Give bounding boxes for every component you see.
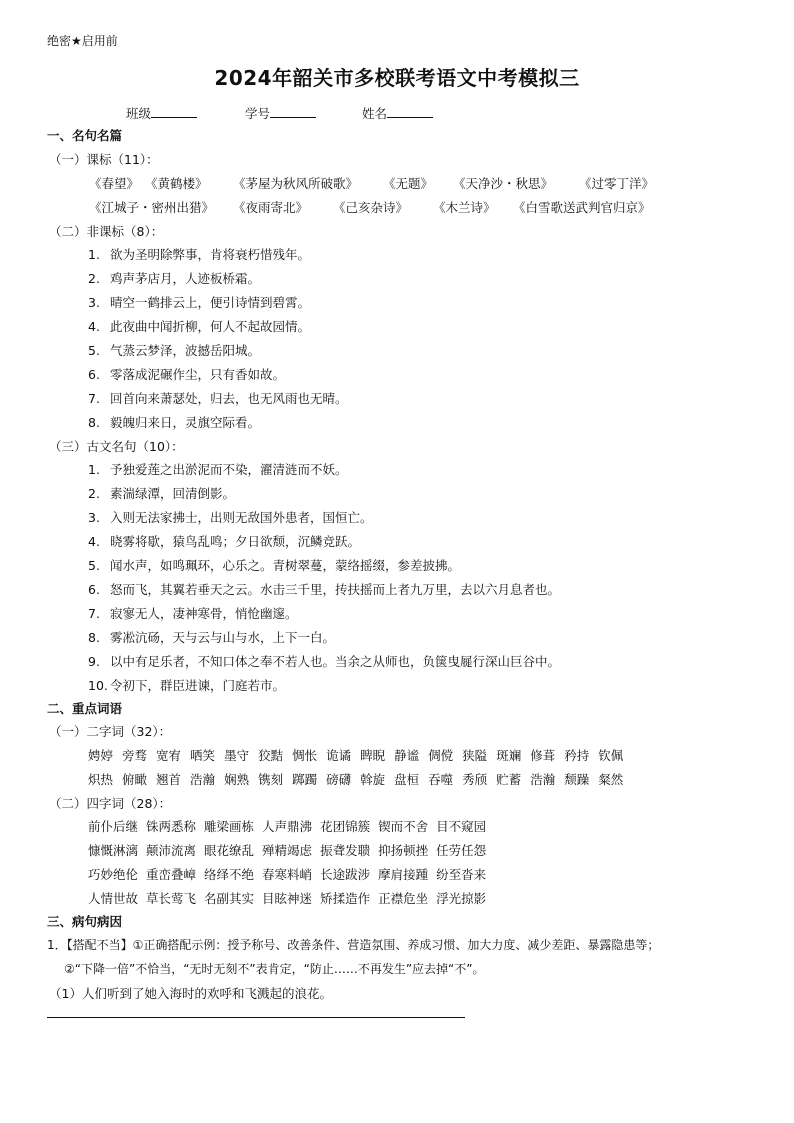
item-number: 6. bbox=[88, 582, 100, 597]
vocab-phrase: 振聋发聩 bbox=[320, 843, 371, 858]
vocab-phrase: 殚精竭虑 bbox=[262, 843, 313, 858]
vocab-phrase: 巧妙绝伦 bbox=[88, 867, 139, 882]
vocab-phrase: 重峦叠嶂 bbox=[146, 867, 197, 882]
words2-row-2 bbox=[88, 770, 632, 788]
sec2-sub2: （二）四字词（28）： bbox=[49, 796, 172, 811]
vocab-phrase: 名副其实 bbox=[204, 891, 255, 906]
item-number: 1. bbox=[88, 462, 100, 477]
vocab-word: 狭隘 bbox=[462, 748, 488, 763]
sec1-sub2: （二）非课标（8）： bbox=[49, 224, 164, 239]
vocab-word: 秀颀 bbox=[462, 772, 488, 787]
vocab-word: 修葺 bbox=[530, 748, 556, 763]
item-text: 令初下，群臣进谏，门庭若市。 bbox=[110, 678, 286, 693]
vocab-phrase: 前仆后继 bbox=[88, 819, 139, 834]
poem-title: 《黄鹤楼》 bbox=[145, 176, 208, 191]
vocab-word: 娉婷 bbox=[88, 748, 114, 763]
vocab-word: 倜傥 bbox=[428, 748, 454, 763]
rule-line-1: 1．【搭配不当】①正确搭配示例：授予称号、改善条件、营造氛围、养成习惯、加大力度、减少差距、暴露隐患等； bbox=[47, 938, 660, 952]
vocab-phrase: 雕梁画栋 bbox=[204, 819, 255, 834]
words2-row-1 bbox=[88, 746, 632, 764]
vocab-word: 俯瞰 bbox=[122, 772, 148, 787]
vocab-phrase: 浮光掠影 bbox=[436, 891, 487, 906]
sec1-sub3: （三）古文名句（10）： bbox=[49, 439, 184, 454]
item-text: 欲为圣明除弊事，肯将衰朽惜残年。 bbox=[110, 247, 311, 262]
list-item bbox=[88, 293, 310, 311]
vocab-word: 盘桓 bbox=[394, 772, 420, 787]
vocab-phrase: 任劳任怨 bbox=[436, 843, 487, 858]
item-text: 气蒸云梦泽，波撼岳阳城。 bbox=[110, 343, 261, 358]
sec2-sub1: （一）二字词（32）： bbox=[49, 724, 172, 739]
vocab-word: 浩瀚 bbox=[530, 772, 556, 787]
secret-label: 绝密★启用前 bbox=[47, 34, 118, 48]
vocab-phrase: 花团锦簇 bbox=[320, 819, 371, 834]
vocab-word: 钦佩 bbox=[598, 748, 624, 763]
name-field bbox=[362, 104, 433, 122]
vocab-phrase: 春寒料峭 bbox=[262, 867, 313, 882]
vocab-word: 娴熟 bbox=[224, 772, 250, 787]
list-item bbox=[88, 245, 310, 263]
item-number: 5. bbox=[88, 343, 100, 358]
poem-title: 《过零丁洋》 bbox=[579, 176, 655, 191]
vocab-phrase: 人声鼎沸 bbox=[262, 819, 313, 834]
id-field bbox=[245, 104, 316, 122]
vocab-phrase: 人情世故 bbox=[88, 891, 139, 906]
vocab-word: 宽宥 bbox=[156, 748, 182, 763]
item-text: 闻水声，如鸣珮环，心乐之。青树翠蔓，蒙络摇缀，参差披拂。 bbox=[110, 558, 461, 573]
item-text: 雾凇沆砀，天与云与山与水，上下一白。 bbox=[110, 630, 336, 645]
vocab-word: 哂笑 bbox=[190, 748, 216, 763]
item-text: 予独爱莲之出淤泥而不染，濯清涟而不妖。 bbox=[110, 462, 348, 477]
vocab-phrase: 络绎不绝 bbox=[204, 867, 255, 882]
list-item bbox=[88, 628, 335, 646]
class-blank bbox=[151, 105, 197, 118]
poem-title: 《春望》 bbox=[89, 176, 140, 191]
answer-line bbox=[47, 1017, 465, 1018]
titles-row-2 bbox=[89, 198, 769, 214]
item-number: 7. bbox=[88, 391, 100, 406]
item-text: 怒而飞，其翼若垂天之云。水击三千里，抟扶摇而上者九万里，去以六月息者也。 bbox=[110, 582, 561, 597]
vocab-word: 墨守 bbox=[224, 748, 250, 763]
vocab-word: 粲然 bbox=[598, 772, 624, 787]
poem-title: 《茅屋为秋风所破歌》 bbox=[233, 176, 359, 191]
item-text: 零落成泥碾作尘，只有香如故。 bbox=[110, 367, 286, 382]
sec1-sub1: （一）课标（11）： bbox=[49, 152, 159, 167]
vocab-word: 贮蓄 bbox=[496, 772, 522, 787]
item-text: 毅魄归来日，灵旗空际看。 bbox=[110, 415, 261, 430]
vocab-word: 矜持 bbox=[564, 748, 590, 763]
vocab-word: 旁骛 bbox=[122, 748, 148, 763]
vocab-word: 静谧 bbox=[394, 748, 420, 763]
item-number: 10. bbox=[88, 678, 108, 693]
rule-line-2: ②“下降一倍”不恰当，“无时无刻不”表肯定，“防止……不再发生”应去掉“不”。 bbox=[64, 962, 485, 976]
words4-row-4 bbox=[88, 889, 494, 907]
item-text: 此夜曲中闻折柳，何人不起故园情。 bbox=[110, 319, 311, 334]
vocab-phrase: 慷慨淋漓 bbox=[88, 843, 139, 858]
vocab-phrase: 铢两悉称 bbox=[146, 819, 197, 834]
vocab-phrase: 锲而不舍 bbox=[378, 819, 429, 834]
section3-heading: 三、病句病因 bbox=[47, 914, 123, 929]
list-item bbox=[88, 317, 310, 335]
class-label: 班级 bbox=[126, 106, 152, 121]
vocab-word: 颓躁 bbox=[564, 772, 590, 787]
id-label: 学号 bbox=[245, 106, 271, 121]
list-item bbox=[88, 341, 260, 359]
vocab-phrase: 长途跋涉 bbox=[320, 867, 371, 882]
vocab-word: 炽热 bbox=[88, 772, 114, 787]
poem-title: 《无题》 bbox=[383, 176, 434, 191]
item-number: 5. bbox=[88, 558, 100, 573]
item-text: 鸡声茅店月，人迹板桥霜。 bbox=[110, 271, 261, 286]
vocab-phrase: 草长莺飞 bbox=[146, 891, 197, 906]
item-text: 入则无法家拂士，出则无敌国外患者，国恒亡。 bbox=[110, 510, 373, 525]
item-number: 8. bbox=[88, 415, 100, 430]
vocab-phrase: 目眩神迷 bbox=[262, 891, 313, 906]
titles-row-1 bbox=[89, 174, 769, 190]
vocab-word: 斑斓 bbox=[496, 748, 522, 763]
item-text: 晴空一鹤排云上，便引诗情到碧霄。 bbox=[110, 295, 311, 310]
vocab-word: 狡黠 bbox=[258, 748, 284, 763]
vocab-phrase: 目不窥园 bbox=[436, 819, 487, 834]
vocab-phrase: 抑扬顿挫 bbox=[378, 843, 429, 858]
list-item bbox=[88, 604, 298, 622]
vocab-phrase: 纷至沓来 bbox=[436, 867, 487, 882]
item-number: 2. bbox=[88, 271, 100, 286]
vocab-word: 斡旋 bbox=[360, 772, 386, 787]
list-item bbox=[88, 413, 260, 431]
poem-title: 《白雪歌送武判官归京》 bbox=[513, 200, 651, 215]
item-number: 6. bbox=[88, 367, 100, 382]
vocab-word: 惆怅 bbox=[292, 748, 318, 763]
vocab-phrase: 眼花缭乱 bbox=[204, 843, 255, 858]
vocab-word: 翘首 bbox=[156, 772, 182, 787]
list-item bbox=[88, 365, 285, 383]
section2-heading: 二、重点词语 bbox=[47, 701, 123, 716]
vocab-word: 浩瀚 bbox=[190, 772, 216, 787]
item-text: 以中有足乐者，不知口体之奉不若人也。当余之从师也，负箧曳屣行深山巨谷中。 bbox=[110, 654, 561, 669]
list-item bbox=[88, 580, 560, 598]
vocab-phrase: 矫揉造作 bbox=[320, 891, 371, 906]
item-number: 9. bbox=[88, 654, 100, 669]
vocab-phrase: 颠沛流离 bbox=[146, 843, 197, 858]
item-text: 晓雾将歇，猿鸟乱鸣；夕日欲颓，沉鳞竞跃。 bbox=[110, 534, 361, 549]
item-number: 4. bbox=[88, 534, 100, 549]
item-number: 2. bbox=[88, 486, 100, 501]
poem-title: 《己亥杂诗》 bbox=[333, 200, 409, 215]
list-item bbox=[88, 508, 373, 526]
vocab-phrase: 正襟危坐 bbox=[378, 891, 429, 906]
example-sentence: （1）人们听到了她入海时的欢呼和飞溅起的浪花。 bbox=[49, 986, 332, 1001]
item-number: 3. bbox=[88, 510, 100, 525]
list-item bbox=[88, 556, 460, 574]
poem-title: 《夜雨寄北》 bbox=[233, 200, 309, 215]
poem-title: 《江城子・密州出猎》 bbox=[89, 200, 215, 215]
vocab-word: 睥睨 bbox=[360, 748, 386, 763]
name-blank bbox=[387, 105, 433, 118]
page-title: 2024年韶关市多校联考语文中考模拟三 bbox=[214, 66, 580, 90]
list-item bbox=[88, 652, 560, 670]
list-item bbox=[88, 532, 360, 550]
item-number: 3. bbox=[88, 295, 100, 310]
words4-row-2 bbox=[88, 841, 494, 859]
list-item bbox=[88, 676, 285, 694]
name-label: 姓名 bbox=[362, 106, 388, 121]
vocab-word: 吞噬 bbox=[428, 772, 454, 787]
words4-row-3 bbox=[88, 865, 494, 883]
item-number: 1. bbox=[88, 247, 100, 262]
item-text: 素湍绿潭，回清倒影。 bbox=[110, 486, 236, 501]
item-text: 寂寥无人，凄神寒骨，悄怆幽邃。 bbox=[110, 606, 298, 621]
list-item bbox=[88, 484, 235, 502]
vocab-word: 踯躅 bbox=[292, 772, 318, 787]
vocab-phrase: 摩肩接踵 bbox=[378, 867, 429, 882]
list-item bbox=[88, 389, 348, 407]
list-item bbox=[88, 460, 348, 478]
words4-row-1 bbox=[88, 817, 494, 835]
poem-title: 《木兰诗》 bbox=[433, 200, 496, 215]
section1-heading: 一、名句名篇 bbox=[47, 128, 123, 143]
item-number: 8. bbox=[88, 630, 100, 645]
id-blank bbox=[270, 105, 316, 118]
class-field bbox=[126, 104, 197, 122]
vocab-word: 镌刻 bbox=[258, 772, 284, 787]
item-number: 7. bbox=[88, 606, 100, 621]
vocab-word: 诡谲 bbox=[326, 748, 352, 763]
item-text: 回首向来萧瑟处，归去，也无风雨也无晴。 bbox=[110, 391, 348, 406]
poem-title: 《天净沙・秋思》 bbox=[453, 176, 554, 191]
list-item bbox=[88, 269, 260, 287]
item-number: 4. bbox=[88, 319, 100, 334]
vocab-word: 磅礴 bbox=[326, 772, 352, 787]
